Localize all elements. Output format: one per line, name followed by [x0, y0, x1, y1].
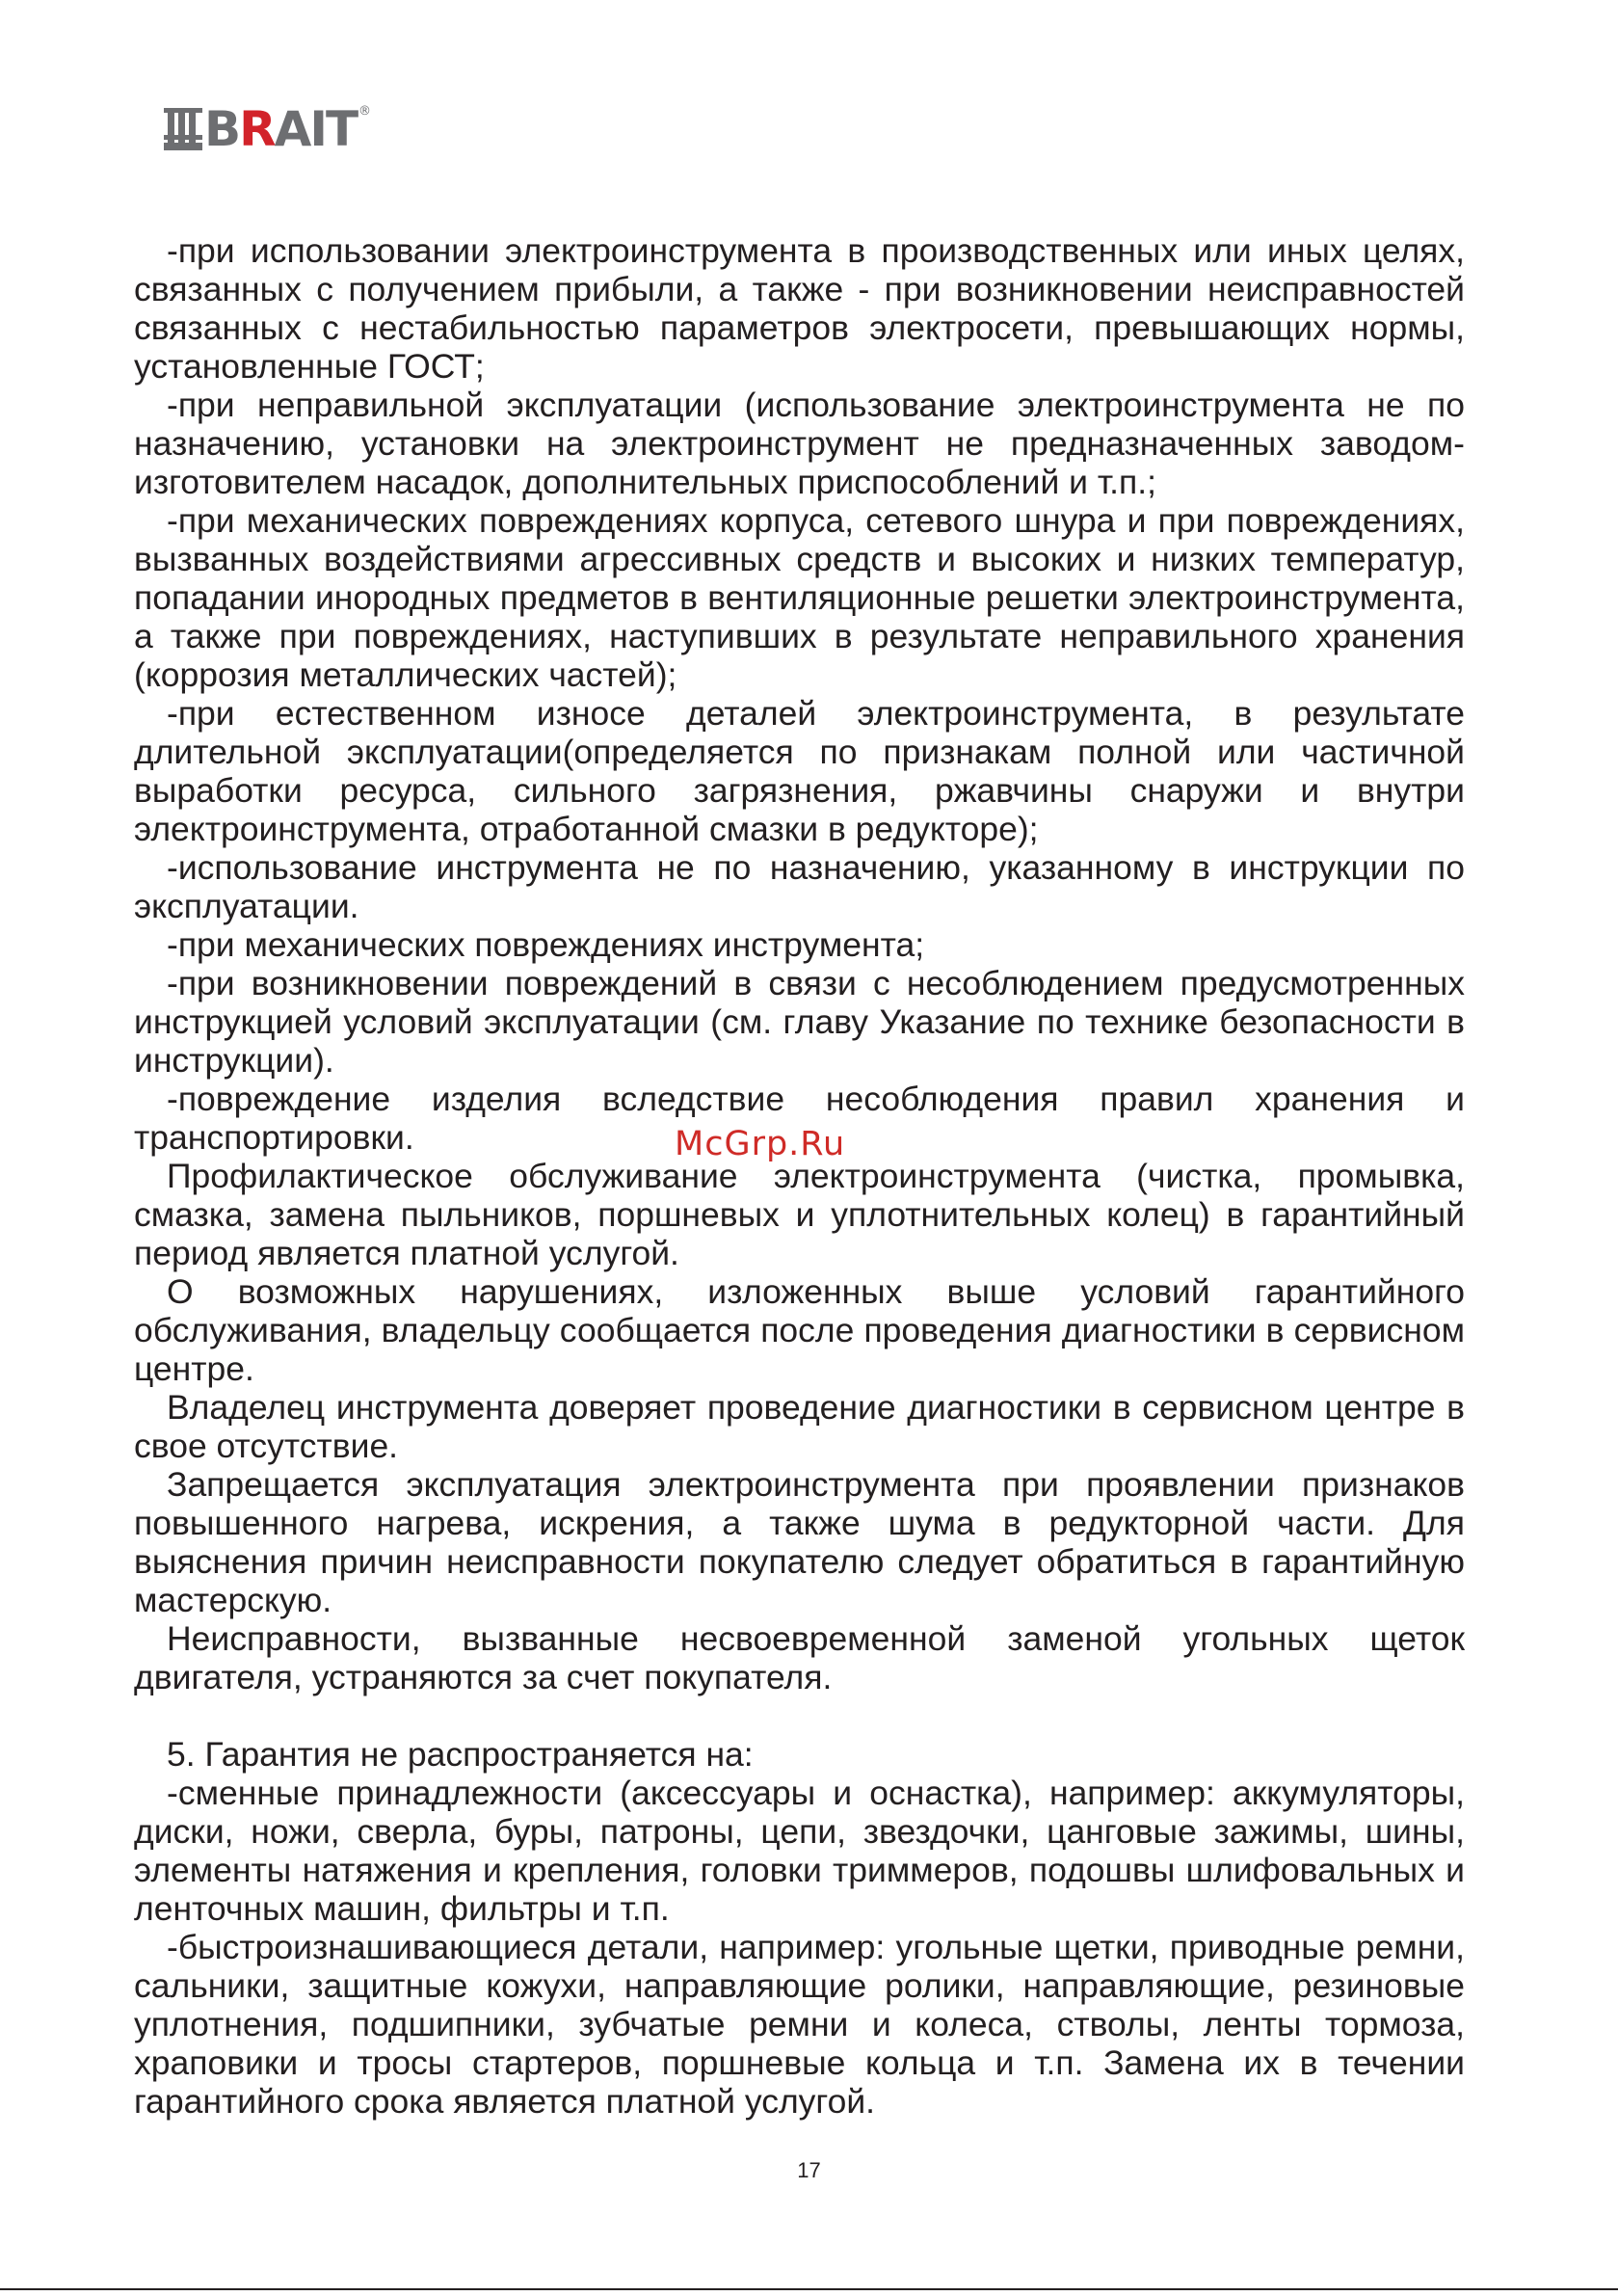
brand-wordmark-prefix: B	[204, 101, 240, 157]
bottom-divider	[0, 2288, 1618, 2290]
brand-wordmark	[204, 101, 358, 157]
paragraph: -при механических повреждениях инструмента;	[167, 925, 925, 964]
paragraph: Неисправности, вызванные несвоевременной заменой угольных щеток двигателя, устраняются за счет покупателя.	[134, 1619, 1465, 1696]
paragraph: -при естественном износе деталей электроинструмента, в результате длительной эксплуатации(определяется по признакам полной или частичной выработки ресурса, сильного загрязнения, ржавчины снаружи и внутри электроинструмента, отработанной смазки в редукторе);	[134, 694, 1465, 848]
brand-wordmark-suffix: AIT	[274, 101, 358, 157]
paragraph: -повреждение изделия вследствие несоблюдения правил хранения и транспортировки.	[134, 1080, 1465, 1157]
paragraph: -при использовании электроинструмента в производственных или иных целях, связанных с получением прибыли, а также - при возникновении неисправностей связанных с нестабильностью параметров электросети, превышающих нормы, установленные ГОСТ;	[134, 231, 1465, 386]
brand-logo	[164, 101, 372, 157]
brand-wordmark-highlight: R	[239, 101, 275, 157]
watermark-link[interactable]: McGrp.Ru	[675, 1125, 846, 1163]
paragraph: Запрещается эксплуатация электроинструмента при проявлении признаков повышенного нагрева, искрения, а также шума в редукторной части. Для выяснения причин неисправности покупателю следует обратиться в гарантийную мастерскую.	[134, 1465, 1465, 1619]
brand-logo-mark-icon	[164, 108, 202, 150]
paragraph: -при возникновении повреждений в связи с несоблюдением предусмотренных инструкцией условий эксплуатации (см. главу Указание по технике безопасности в инструкции).	[134, 964, 1465, 1080]
page-number: 17	[797, 2158, 821, 2182]
paragraph: О возможных нарушениях, изложенных выше условий гарантийного обслуживания, владельцу сообщается после проведения диагностики в сервисном центре.	[134, 1272, 1465, 1388]
paragraph: -использование инструмента не по назначению, указанному в инструкции по эксплуатации.	[134, 848, 1465, 925]
document-body	[134, 231, 1465, 2121]
paragraph: -быстроизнашивающиеся детали, например: угольные щетки, приводные ремни, сальники, защитные кожухи, направляющие ролики, направляющие, резиновые уплотнения, подшипники, зубчатые ремни и колеса, стволы, ленты тормоза, храповики и тросы стартеров, поршневые кольца и т.п. Замена их в течении гарантийного срока является платной услугой.	[134, 1928, 1465, 2121]
paragraph: -при неправильной эксплуатации (использование электроинструмента не по назначению, установки на электроинструмент не предназначенных заводом-изготовителем насадок, дополнительных приспособлений и т.п.;	[134, 386, 1465, 501]
section-heading: 5. Гарантия не распространяется на:	[167, 1735, 754, 1774]
paragraph: -при механических повреждениях корпуса, сетевого шнура и при повреждениях, вызванных воздействиями агрессивных средств и высоких и низких температур, попадании инородных предметов в вентиляционные решетки электроинструмента, а также при повреждениях, наступивших в результате неправильного хранения (коррозия металлических частей);	[134, 501, 1465, 694]
registered-mark: ®	[358, 104, 372, 119]
paragraph: -сменные принадлежности (аксессуары и оснастка), например: аккумуляторы, диски, ножи, сверла, буры, патроны, цепи, звездочки, цанговые зажимы, шины, элементы натяжения и крепления, головки триммеров, подошвы шлифовальных и ленточных машин, фильтры и т.п.	[134, 1774, 1465, 1928]
paragraph: Владелец инструмента доверяет проведение диагностики в сервисном центре в свое отсутствие.	[134, 1388, 1465, 1465]
paragraph: Профилактическое обслуживание электроинструмента (чистка, промывка, смазка, замена пыльников, поршневых и уплотнительных колец) в гарантийный период является платной услугой.	[134, 1157, 1465, 1272]
